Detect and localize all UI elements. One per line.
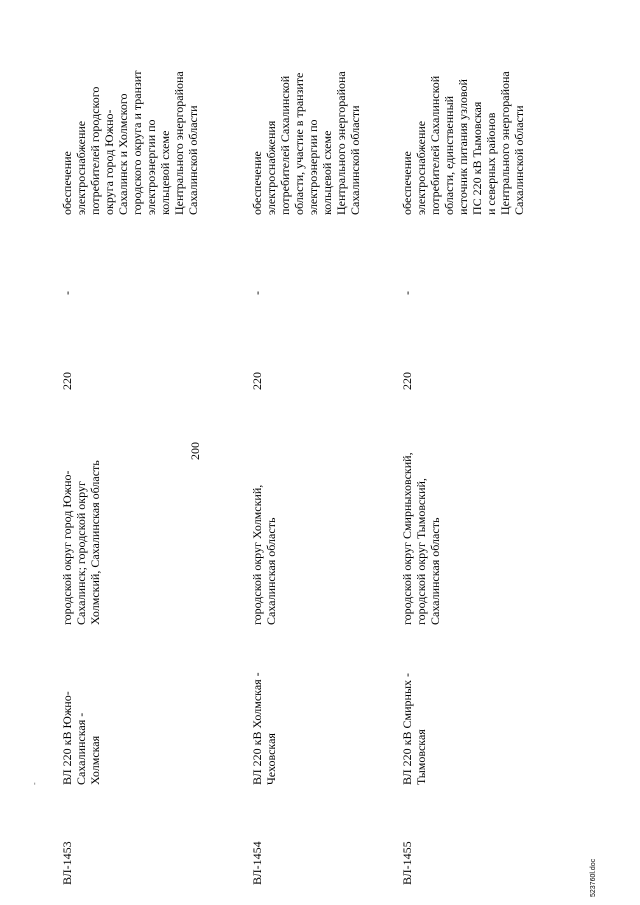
line-name: ВЛ 220 кВ Южно- Сахалинская - Холмская: [60, 691, 102, 785]
line-dash: -: [400, 291, 414, 295]
top-mark: -: [30, 782, 39, 785]
line-name: ВЛ 220 кВ Смирных - Тымовская: [400, 672, 428, 785]
line-code: ВЛ-1455: [400, 841, 414, 885]
line-purpose: обеспечение электроснабжение потребителей городского округа город Южно- Сахалинск и Холмского городского округа и транзит электроэнергии по кольцевой схеме Центрального энергорайона Сахалинской области: [60, 70, 200, 215]
line-location: городской округ Холмский, Сахалинская область: [250, 484, 278, 625]
line-location: городской округ город Южно- Сахалинск; городской округ Холмский, Сахалинская область: [60, 460, 102, 625]
line-code: ВЛ-1454: [250, 841, 264, 885]
line-dash: -: [250, 291, 264, 295]
line-name: ВЛ 220 кВ Холмская - Чеховская: [250, 672, 278, 785]
page-number: 200: [188, 442, 202, 460]
line-voltage: 220: [250, 372, 264, 390]
document-file-id: 523760l.doc: [590, 858, 597, 897]
line-location: городской округ Смирныховский, городской округ Тымовский, Сахалинская область: [400, 452, 442, 625]
line-code: ВЛ-1453: [60, 841, 74, 885]
line-purpose: обеспечение электроснабжение потребителей Сахалинской области, единственный источник питания узловой ПС 220 кВ Тымовская и северных районов Центрального энергорайона Сахалинской области: [400, 71, 526, 215]
line-voltage: 220: [60, 372, 74, 390]
line-voltage: 220: [400, 372, 414, 390]
line-dash: -: [60, 291, 74, 295]
line-purpose: обеспечение электроснабжения потребителей Сахалинской области, участие в транзите электроэнергии по кольцевой схеме Центрального энергорайона Сахалинской области: [250, 71, 362, 215]
